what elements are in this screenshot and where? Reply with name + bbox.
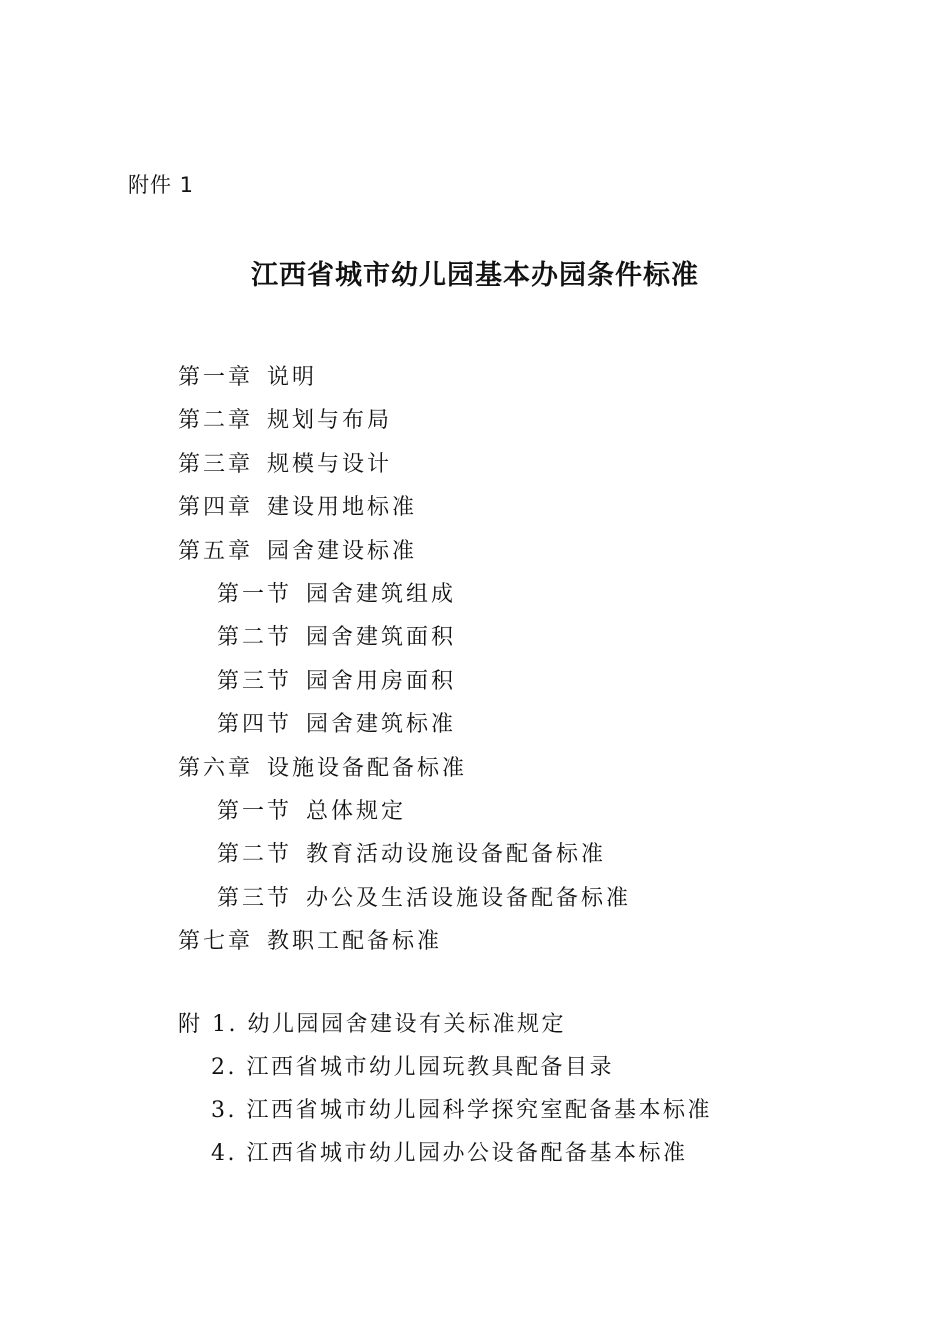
toc-section-6-3 [178,877,631,920]
toc-chapter-2 [178,399,631,442]
toc-chapter-7 [178,920,631,963]
attachment-label: 附件 1 [128,173,195,197]
toc-text: 规模与设计 [267,451,393,477]
toc-section-5-4 [178,703,631,746]
toc-text: 总体规定 [306,798,407,824]
toc-section-6-2 [178,833,631,876]
appendix-item-4: 4. 江西省城市幼儿园办公设备配备基本标准 [211,1141,688,1166]
toc-text: 建设用地标准 [267,495,418,521]
toc-text: 园舍建筑组成 [306,581,457,607]
toc-section-5-1 [178,573,631,616]
toc-number: 第三章 [178,451,254,477]
appendix-list [178,1003,712,1175]
appendix-item-3: 3. 江西省城市幼儿园科学探究室配备基本标准 [211,1098,712,1123]
toc-text: 办公及生活设施设备配备标准 [306,885,632,911]
toc-number: 第二章 [178,408,254,434]
appendix-item-1: 附 1. 幼儿园园舍建设有关标准规定 [178,1012,566,1037]
toc-number: 第二节 [217,842,293,868]
document-title: 江西省城市幼儿园基本办园条件标准 [251,260,699,291]
toc-text: 园舍用房面积 [306,668,457,694]
toc-number: 第四节 [217,712,293,738]
toc-number: 第六章 [178,755,254,781]
toc-number: 第三节 [217,668,293,694]
toc-text: 说明 [267,365,318,390]
toc-text: 规划与布局 [267,408,393,434]
toc-number: 第一节 [217,581,293,607]
toc-chapter-6 [178,747,631,790]
toc-chapter-4 [178,486,631,529]
toc-text: 园舍建设标准 [267,538,418,564]
toc-chapter-3 [178,443,631,486]
toc-text: 设施设备配备标准 [267,755,468,781]
toc-section-6-1 [178,790,631,833]
toc-number: 第七章 [178,929,254,955]
toc-chapter-5 [178,530,631,573]
toc-text: 教育活动设施设备配备标准 [306,842,607,868]
toc-number: 第一章 [178,365,254,390]
toc-section-5-3 [178,660,631,703]
table-of-contents [178,356,631,963]
toc-text: 园舍建筑标准 [306,712,457,738]
toc-text: 教职工配备标准 [267,929,443,955]
appendix-item-2: 2. 江西省城市幼儿园玩教具配备目录 [211,1055,614,1080]
toc-section-5-2 [178,616,631,659]
toc-number: 第三节 [217,885,293,911]
toc-number: 第五章 [178,538,254,564]
toc-chapter-1 [178,356,631,399]
toc-number: 第四章 [178,495,254,521]
toc-number: 第一节 [217,798,293,824]
toc-number: 第二节 [217,625,293,651]
toc-text: 园舍建筑面积 [306,625,457,651]
